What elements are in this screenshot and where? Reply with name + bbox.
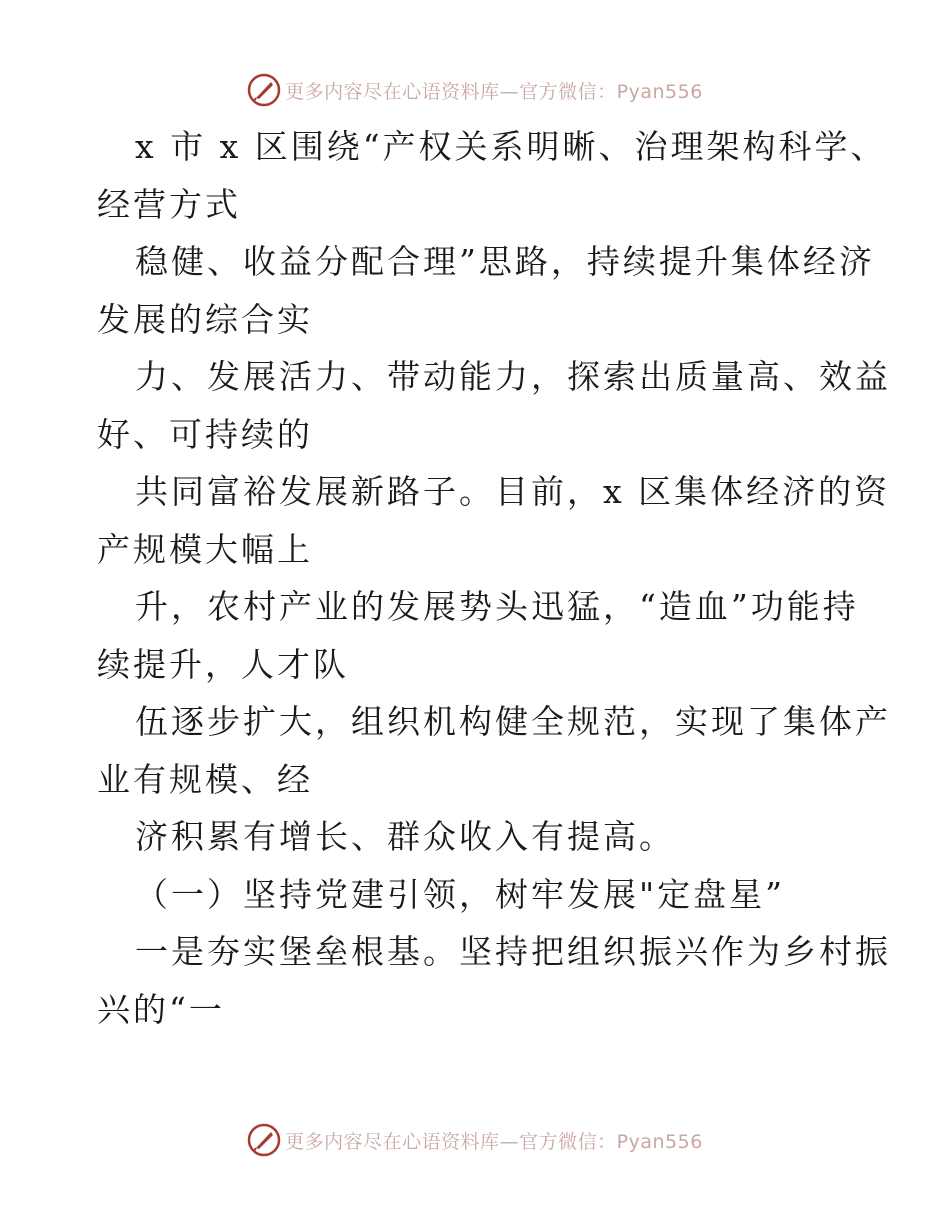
watermark-text: 更多内容尽在心语资料库—官方微信：Pyan556	[285, 80, 703, 103]
text-line: 力、发展活力、带动能力，探索出质量高、效益	[135, 357, 891, 396]
text-line: 稳健、收益分配合理”思路，持续提升集体经济	[135, 242, 875, 281]
text-line: 升，农村产业的发展势头迅猛，“造血”功能持	[135, 587, 859, 626]
watermark-text: 更多内容尽在心语资料库—官方微信：Pyan556	[285, 1130, 703, 1153]
section-heading: （一）坚持党建引领，树牢发展"定盘星”	[135, 874, 786, 914]
footer-watermark	[0, 1120, 950, 1160]
feather-pen-logo-icon	[247, 1123, 281, 1157]
document-body	[97, 118, 891, 1038]
text-line: 发展的综合实	[97, 299, 313, 339]
text-line: 济积累有增长、群众收入有提高。	[135, 817, 675, 856]
text-line: 伍逐步扩大，组织机构健全规范，实现了集体产	[135, 702, 891, 741]
text-line: 业有规模、经	[97, 759, 313, 799]
text-line: x 市 x 区围绕“产权关系明晰、治理架构科学、	[135, 127, 887, 166]
text-line: 续提升，人才队	[97, 644, 349, 684]
text-line: 好、可持续的	[97, 414, 313, 454]
header-watermark	[0, 70, 950, 110]
text-line: 经营方式	[97, 184, 241, 224]
text-line: 一是夯实堡垒根基。坚持把组织振兴作为乡村振	[135, 932, 891, 971]
feather-pen-logo-icon	[247, 73, 281, 107]
text-line: 兴的“一	[97, 989, 225, 1029]
text-line: 共同富裕发展新路子。目前，x 区集体经济的资	[135, 472, 891, 511]
text-line: 产规模大幅上	[97, 529, 313, 569]
